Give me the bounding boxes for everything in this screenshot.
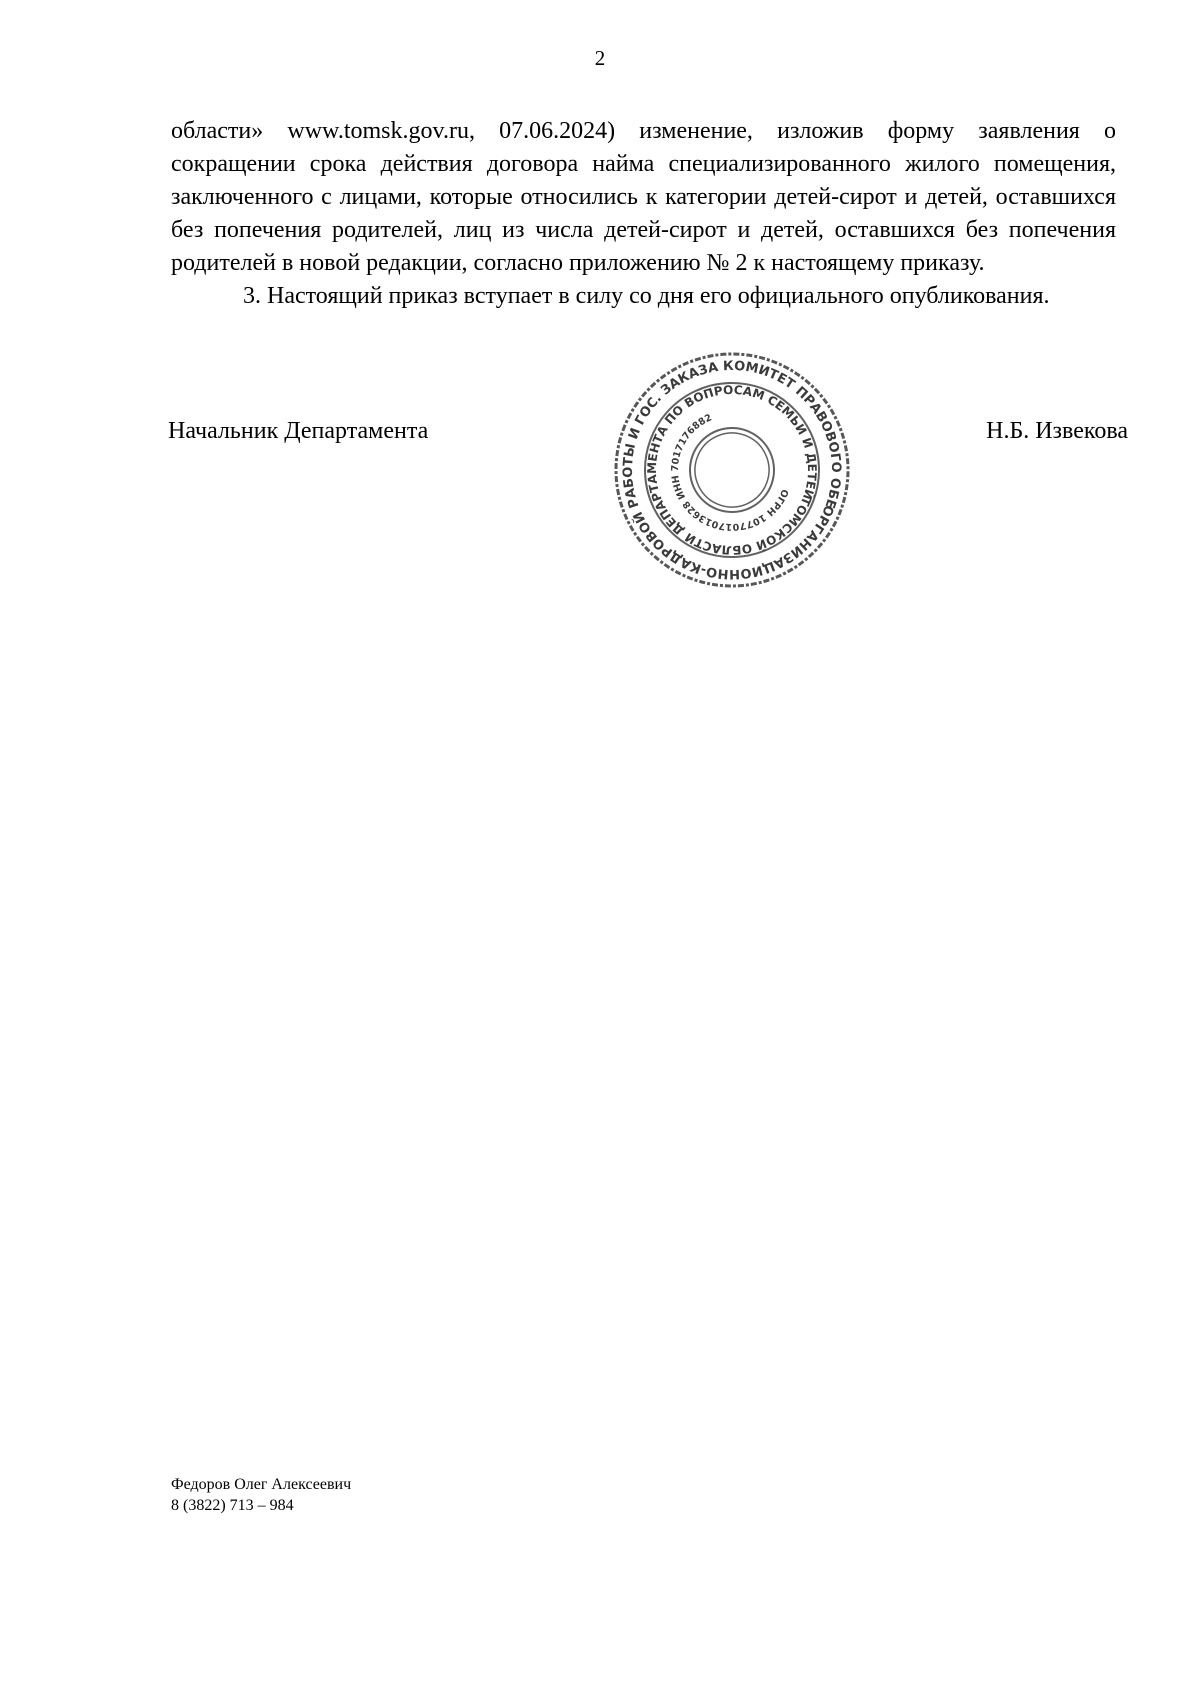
page-number: 2 [594, 46, 606, 70]
paragraph-continuation: области» www.tomsk.gov.ru, 07.06.2024) изменение, изложив форму заявления о сокращении срока действия договора найма специализированного жилого помещения, заключенного с лицами, которые относились к категории детей-сирот и детей, оставшихся без попечения родителей, лиц из числа детей-сирот и детей, оставшихся без попечения родителей в новой редакции, согласно приложению № 2 к настоящему приказу. [171, 118, 1116, 276]
signatory-title: Начальник Департамента [168, 418, 429, 444]
seal-graphic [612, 350, 852, 590]
official-seal-stamp [612, 350, 852, 590]
document-body [171, 115, 1116, 313]
paragraph-item-3: 3. Настоящий приказ вступает в силу со дня его официального опубликования. [243, 283, 1050, 309]
executor-phone: 8 (3822) 713 – 984 [171, 1497, 294, 1514]
seal-inner-text: ОГРН 1077017013628 ИНН 7017176882 [669, 412, 791, 533]
executor-name: Федоров Олег Алексеевич [171, 1476, 352, 1493]
signatory-name: Н.Б. Извекова [986, 418, 1128, 444]
seal-outer-text: ОРГАНИЗАЦИОННО-КАДРОВОЙ РАБОТЫ И ГОС. ЗАКАЗА КОМИТЕТ ПРАВОВОГО ОБЕСПЕЧЕНИЯ, [620, 358, 844, 582]
executor-contact [171, 1474, 351, 1516]
seal-middle-text: ТОМСКОЙ ОБЛАСТИ ДЕПАРТАМЕНТА ПО ВОПРОСАМ СЕМЬИ И ДЕТЕЙ [644, 382, 820, 558]
